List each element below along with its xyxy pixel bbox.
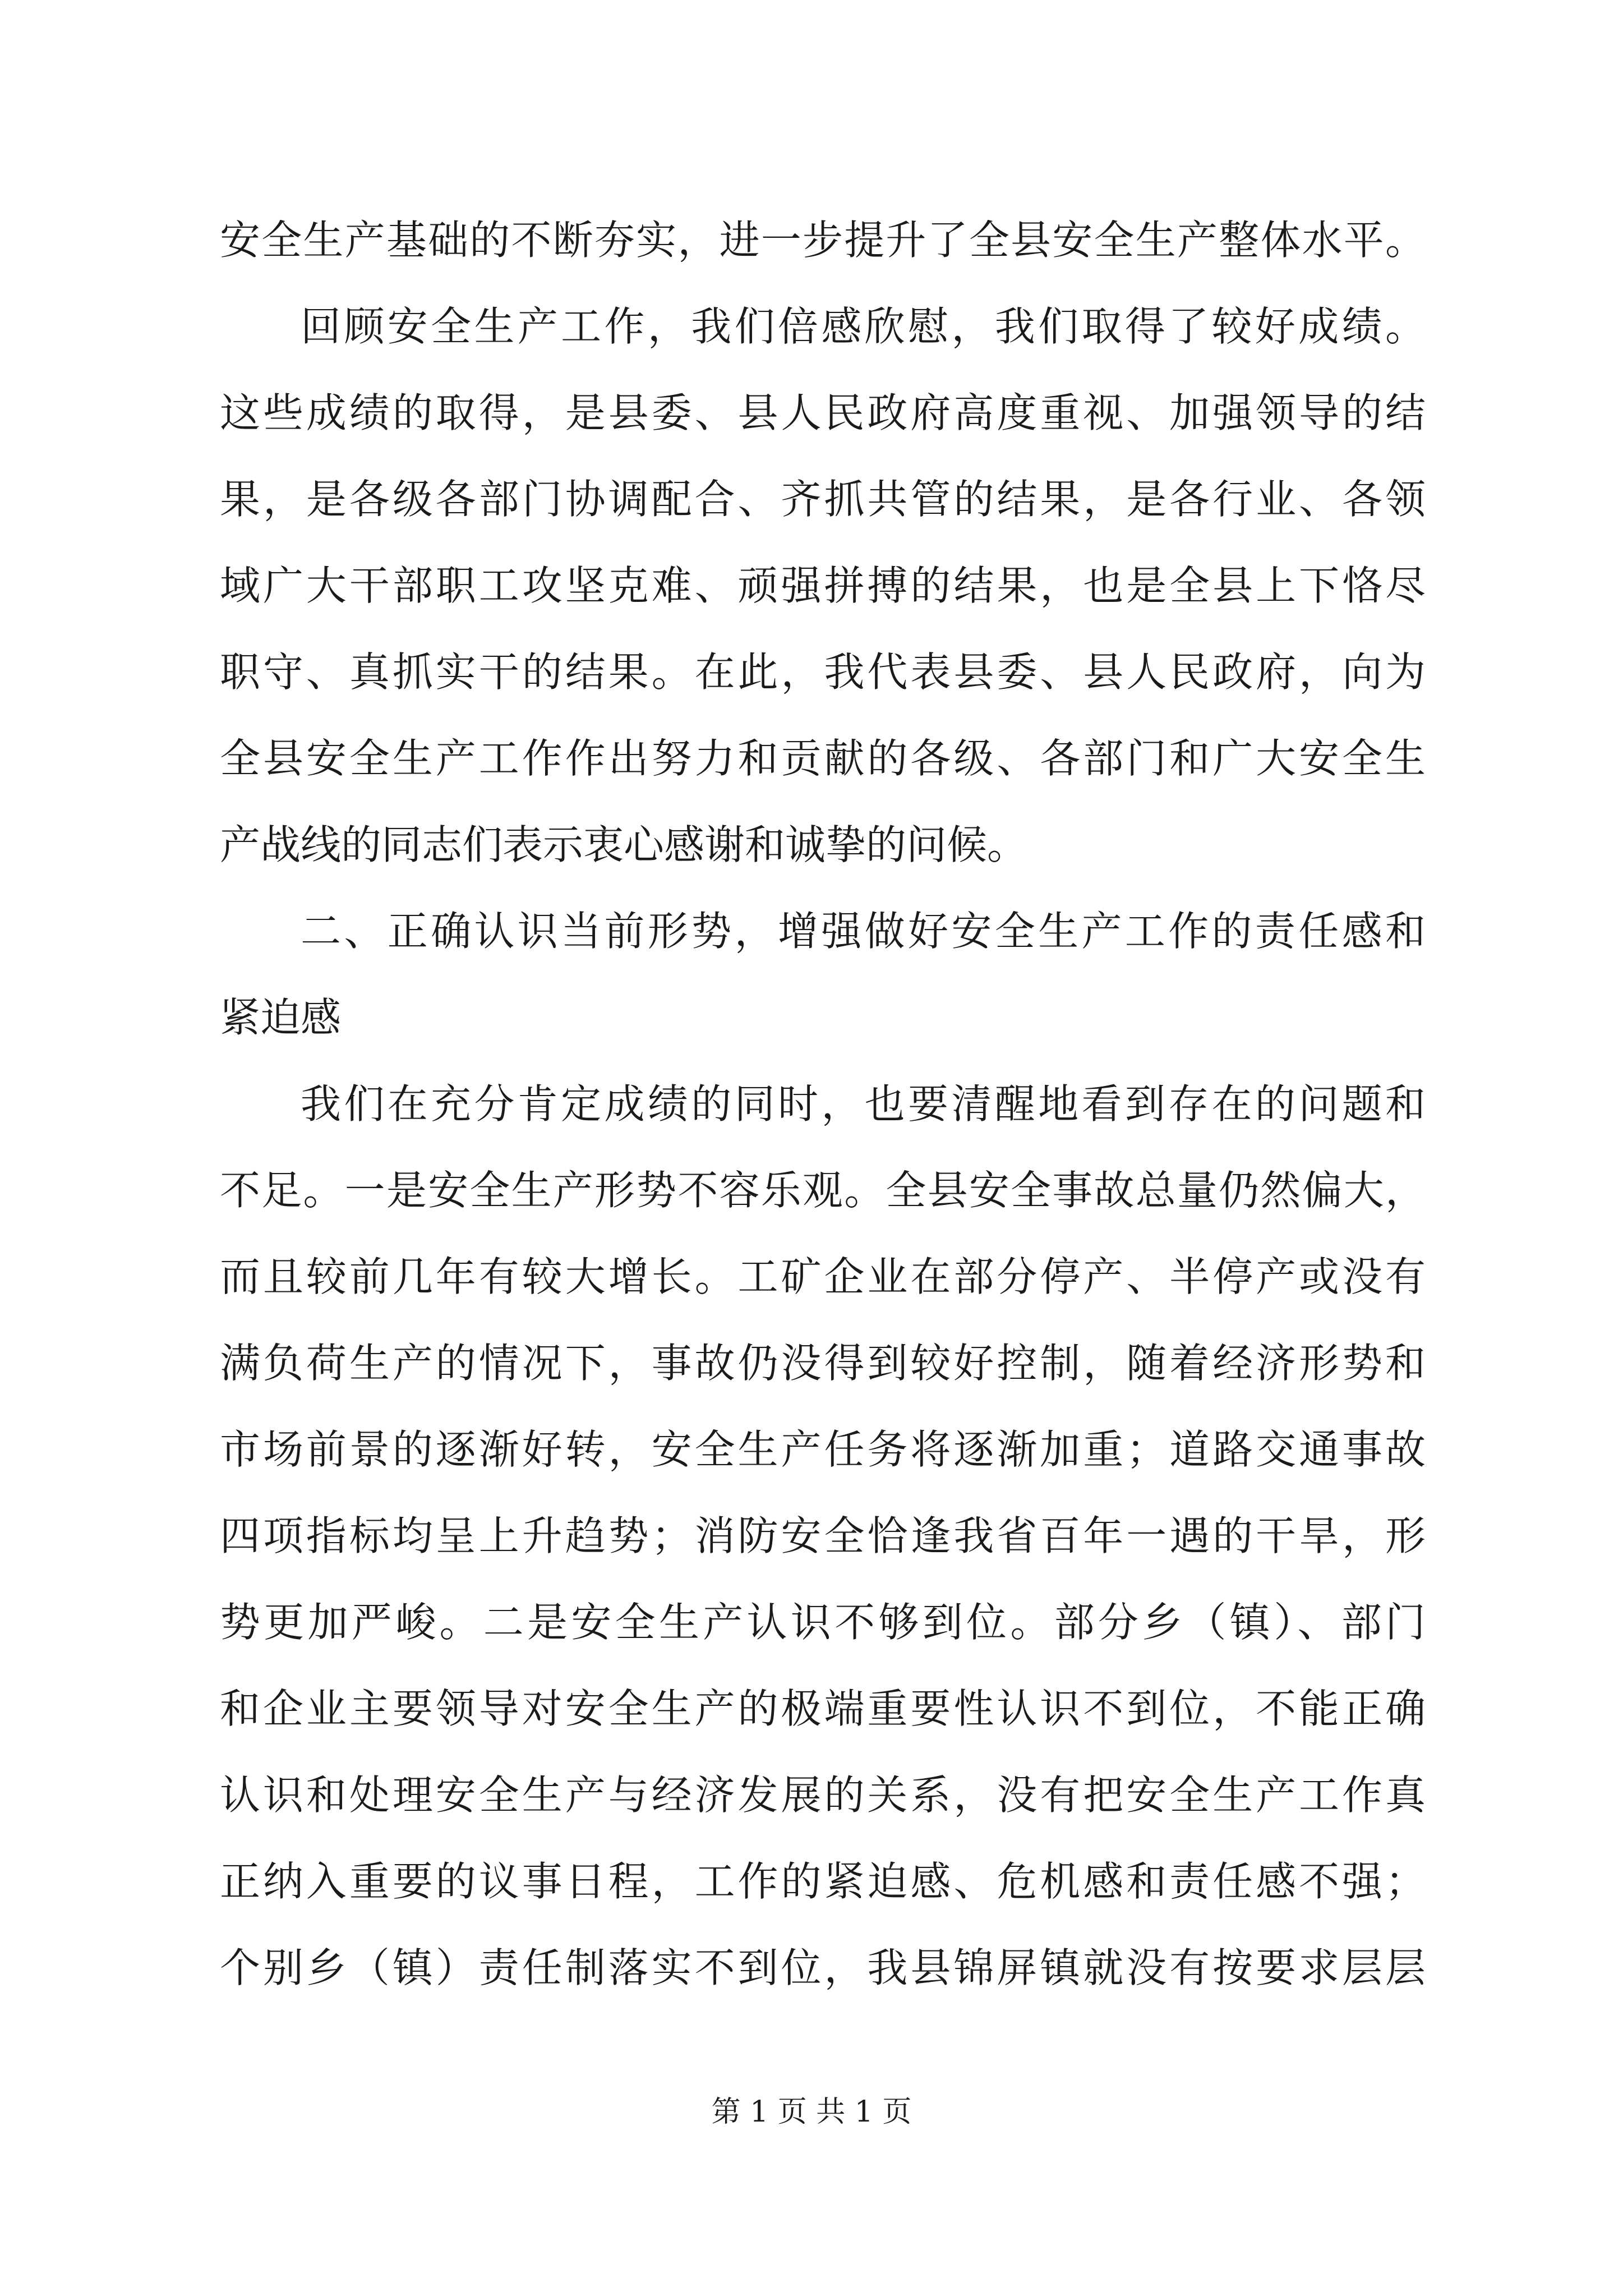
body-line: 认识和处理安全生产与经济发展的关系，没有把安全生产工作真: [220, 1772, 1426, 1819]
body-line: 正纳入重要的议事日程，工作的紧迫感、危机感和责任感不强；: [220, 1858, 1426, 1905]
body-line: 市场前景的逐渐好转，安全生产任务将逐渐加重；道路交通事故: [220, 1426, 1426, 1473]
body-line: 安全生产基础的不断夯实，进一步提升了全县安全生产整体水平。: [220, 217, 1426, 264]
body-line: 四项指标均呈上升趋势；消防安全恰逢我省百年一遇的干旱，形: [220, 1512, 1426, 1559]
body-line: 职守、真抓实干的结果。在此，我代表县委、县人民政府，向为: [220, 648, 1426, 696]
body-line: 域广大干部职工攻坚克难、顽强拼搏的结果，也是全县上下恪尽: [220, 562, 1426, 609]
section-heading-line: 紧迫感: [220, 994, 342, 1041]
body-line: 果，是各级各部门协调配合、齐抓共管的结果，是各行业、各领: [220, 476, 1426, 523]
body-line: 势更加严峻。二是安全生产认识不够到位。部分乡（镇）、部门: [220, 1599, 1426, 1646]
section-heading-line: 二、正确认识当前形势，增强做好安全生产工作的责任感和: [301, 908, 1426, 955]
page-number-footer: 第 1 页 共 1 页: [711, 2095, 912, 2129]
body-line: 而且较前几年有较大增长。工矿企业在部分停产、半停产或没有: [220, 1253, 1426, 1300]
body-line: 这些成绩的取得，是县委、县人民政府高度重视、加强领导的结: [220, 389, 1426, 436]
body-line: 全县安全生产工作作出努力和贡献的各级、各部门和广大安全生: [220, 735, 1426, 782]
body-line: 产战线的同志们表示衷心感谢和诚挚的问候。: [220, 821, 1028, 868]
body-line: 我们在充分肯定成绩的同时，也要清醒地看到存在的问题和: [301, 1080, 1426, 1128]
body-line: 不足。一是安全生产形势不容乐观。全县安全事故总量仍然偏大，: [220, 1167, 1426, 1214]
body-line: 回顾安全生产工作，我们倍感欣慰，我们取得了较好成绩。: [301, 303, 1426, 350]
body-line: 和企业主要领导对安全生产的极端重要性认识不到位，不能正确: [220, 1685, 1426, 1732]
body-line: 个别乡（镇）责任制落实不到位，我县锦屏镇就没有按要求层层: [220, 1944, 1426, 1991]
body-line: 满负荷生产的情况下，事故仍没得到较好控制，随着经济形势和: [220, 1340, 1426, 1387]
